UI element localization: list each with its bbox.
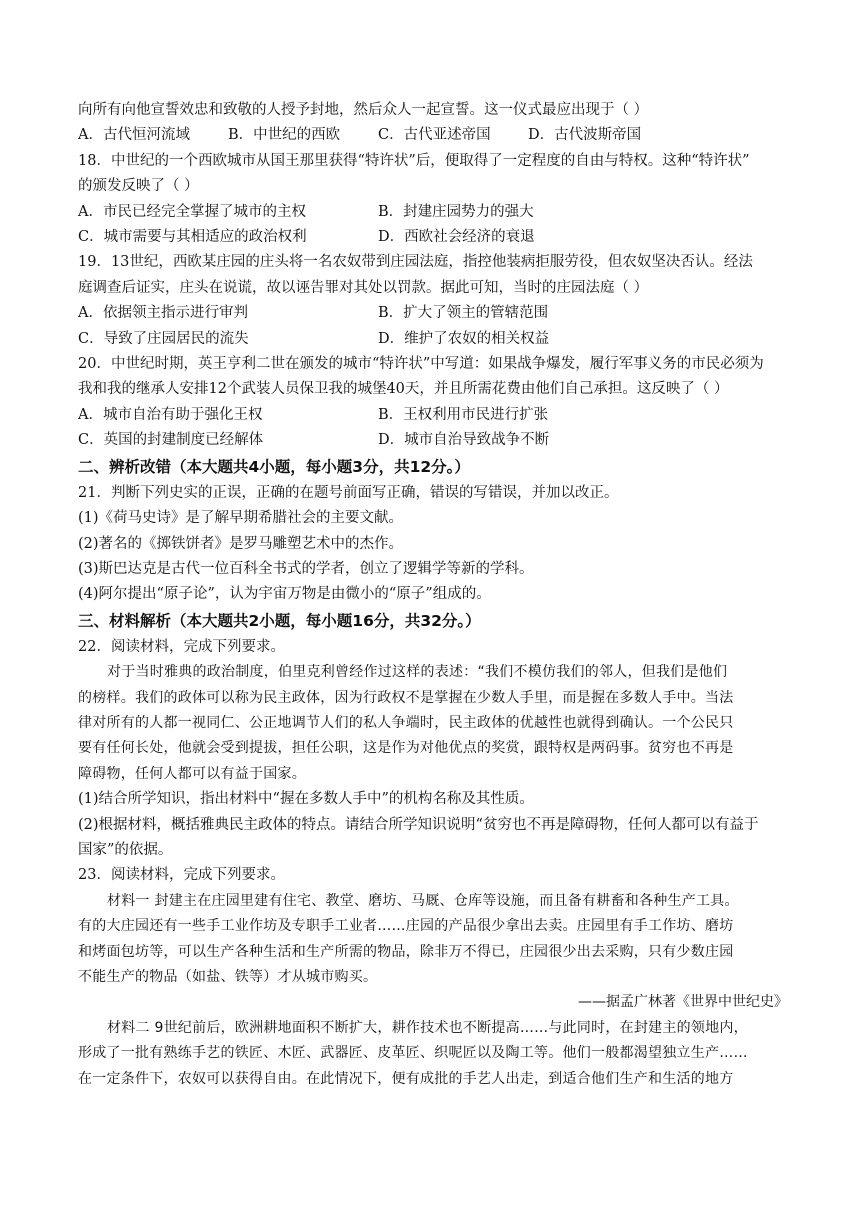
q21-stem: 21．判断下列史实的正误，正确的在题号前面写正确，错误的写错误，并加以改正。 bbox=[78, 484, 619, 501]
q21-item-1: (1)《荷马史诗》是了解早期希腊社会的主要文献。 bbox=[78, 510, 404, 527]
q18-option-d: D．西欧社会经济的衰退 bbox=[378, 229, 535, 246]
q18-option-c: C．城市需要与其相适应的政治权利 bbox=[78, 229, 307, 246]
q17-option-d: D．古代波斯帝国 bbox=[528, 127, 642, 144]
q20-option-b: B．王权利用市民进行扩张 bbox=[378, 406, 549, 423]
section-2-heading: 二、辨析改错（本大题共4小题，每小题3分，共12分。） bbox=[78, 457, 470, 476]
q22-material-line: 律对所有的人都一视同仁、公正地调节人们的私人争端时，民主政体的优越性也就得到确认。一个公民只 bbox=[78, 714, 734, 731]
q18-options-cd bbox=[78, 225, 788, 250]
q21-item-3: (3)斯巴达克是古代一位百科全书式的学者，创立了逻辑学等新的学科。 bbox=[78, 560, 534, 577]
section-3-heading: 三、材料解析（本大题共2小题，每小题16分，共32分。） bbox=[78, 611, 481, 630]
q22-material-line: 对于当时雅典的政治制度，伯里克利曾经作过这样的表述：“我们不模仿我们的邻人，但我们是他们 bbox=[107, 664, 728, 681]
q17-options bbox=[78, 123, 788, 148]
q18-line2: 的颁发反映了（ ） bbox=[78, 178, 199, 195]
q18-option-a: A．市民已经完全掌握了城市的主权 bbox=[78, 203, 306, 220]
q20-options-cd bbox=[78, 428, 788, 453]
q17-option-c: C．古代亚述帝国 bbox=[378, 127, 491, 144]
q19-option-d: D．维护了农奴的相关权益 bbox=[378, 330, 550, 347]
q23-material2-line: 材料二 9世纪前后，欧洲耕地面积不断扩大，耕作技术也不断提高……与此同时，在封建主的领地内， bbox=[107, 1019, 748, 1036]
q22-stem: 22．阅读材料，完成下列要求。 bbox=[78, 638, 285, 655]
q21-item-2: (2)著名的《掷铁饼者》是罗马雕塑艺术中的杰作。 bbox=[78, 535, 404, 552]
q17-option-b: B．中世纪的西欧 bbox=[228, 127, 341, 144]
q22-material-line: 的榜样。我们的政体可以称为民主政体，因为行政权不是掌握在少数人手里，而是握在多数人手中。当法 bbox=[78, 689, 734, 706]
exam-page bbox=[78, 98, 788, 1092]
q18-option-b: B．封建庄园势力的强大 bbox=[378, 203, 534, 220]
q22-material-line: 障碍物，任何人都可以有益于国家。 bbox=[78, 765, 306, 782]
q23-material2-line: 形成了一批有熟练手艺的铁匠、木匠、武器匠、皮革匠、织呢匠以及陶工等。他们一般都渴望独立生产…… bbox=[78, 1045, 748, 1062]
q19-options-ab bbox=[78, 301, 788, 326]
q22-requirement-2-cont: 国家”的依据。 bbox=[78, 841, 173, 858]
q20-option-c: C．英国的封建制度已经解体 bbox=[78, 432, 264, 449]
q19-option-c: C．导致了庄园居民的流失 bbox=[78, 330, 249, 347]
q17-option-a: A．古代恒河流域 bbox=[78, 127, 190, 144]
q21-item-4: (4)阿尔提出“原子论”，认为宇宙万物是由微小的“原子”组成的。 bbox=[78, 586, 491, 603]
q23-source-1: ——据孟广林著《世界中世纪史》 bbox=[578, 994, 788, 1011]
q19-options-cd bbox=[78, 327, 788, 352]
q23-material1-line: 有的大庄园还有一些手工业作坊及专职手工业者……庄园的产品很少拿出去卖。庄园里有手工作坊、磨坊 bbox=[78, 918, 734, 935]
q20-line1: 20．中世纪时期，英王亨利二世在颁发的城市“特许状”中写道：如果战争爆发，履行军事义务的市民必须为 bbox=[78, 356, 764, 373]
q22-requirement-1: (1)结合所学知识，指出材料中“握在多数人手中”的机构名称及其性质。 bbox=[78, 791, 534, 808]
q19-option-b: B．扩大了领主的管辖范围 bbox=[378, 305, 549, 322]
q19-line1: 19．13世纪，西欧某庄园的庄头将一名农奴带到庄园法庭，指控他装病拒服劳役，但农奴坚决否认。经法 bbox=[78, 254, 753, 271]
q23-stem: 23．阅读材料，完成下列要求。 bbox=[78, 867, 285, 884]
q18-line1: 18．中世纪的一个西欧城市从国王那里获得“特许状”后，便取得了一定程度的自由与特权。这种“特许状” bbox=[78, 152, 750, 169]
q19-line2: 庭调查后证实，庄头在说谎，故以诬告罪对其处以罚款。据此可知，当时的庄园法庭（ ） bbox=[78, 279, 649, 296]
q20-options-ab bbox=[78, 403, 788, 428]
q23-material1-line: 材料一 封建主在庄园里建有住宅、教堂、磨坊、马厩、仓库等设施，而且备有耕畜和各种生产工具。 bbox=[107, 892, 739, 909]
q20-option-d: D．城市自治导致战争不断 bbox=[378, 432, 550, 449]
q17-text: 向所有向他宣誓效忠和致敬的人授予封地，然后众人一起宣誓。这一仪式最应出现于（ ） bbox=[78, 102, 649, 118]
q20-option-a: A．城市自治有助于强化王权 bbox=[78, 406, 263, 423]
q23-material1-line: 和烤面包坊等，可以生产各种生活和生产所需的物品，除非万不得已，庄园很少出去采购，只有少数庄园 bbox=[78, 943, 734, 960]
q18-options-ab bbox=[78, 200, 788, 225]
q22-material-line: 要有任何长处，他就会受到提拔，担任公职，这是作为对他优点的奖赏，跟特权是两码事。贫穷也不再是 bbox=[78, 740, 734, 757]
q23-material2-line: 在一定条件下，农奴可以获得自由。在此情况下，便有成批的手艺人出走，到适合他们生产和生活的地方 bbox=[78, 1070, 734, 1087]
q19-option-a: A．依据领主指示进行审判 bbox=[78, 305, 248, 322]
q22-requirement-2: (2)根据材料，概括雅典民主政体的特点。请结合所学知识说明“贫穷也不再是障碍物，任何人都可以有益于 bbox=[78, 816, 759, 833]
q23-material1-line: 不能生产的物品（如盐、铁等）才从城市购买。 bbox=[78, 969, 378, 985]
q20-line2: 我和我的继承人安排12个武装人员保卫我的城堡40天，并且所需花费由他们自己承担。这反映了（ ） bbox=[78, 381, 729, 398]
